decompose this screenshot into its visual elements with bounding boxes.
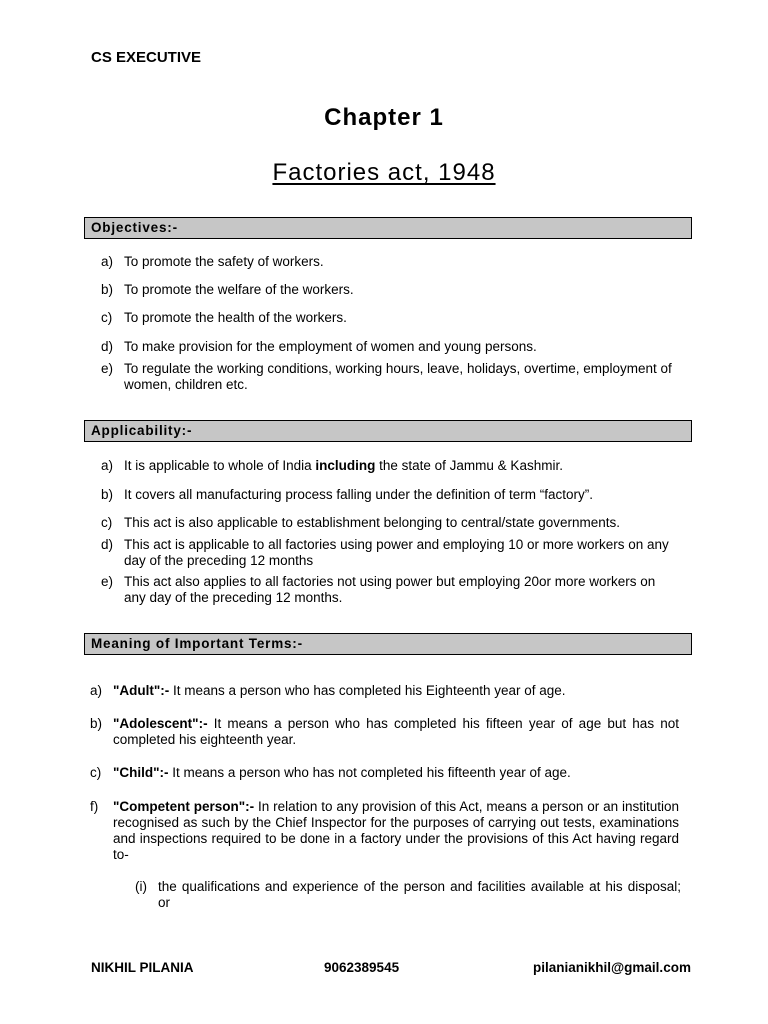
list-item <box>90 799 680 865</box>
list-text: It covers all manufacturing process falling under the definition of term “factory”. <box>124 487 593 502</box>
list-text: To make provision for the employment of women and young persons. <box>124 339 537 354</box>
list-marker: c) <box>90 765 102 780</box>
list-text: To promote the health of the workers. <box>124 310 347 325</box>
term-label: "Adolescent":- <box>113 716 208 731</box>
applicability-heading: Applicability:- <box>84 420 692 442</box>
emphasis-text: including <box>315 458 376 473</box>
list-marker: c) <box>101 310 113 325</box>
list-marker: c) <box>101 515 113 530</box>
term-label: "Competent person":- <box>113 799 255 814</box>
footer-name: NIKHIL PILANIA <box>91 960 194 975</box>
list-marker: a) <box>101 458 114 473</box>
list-marker: b) <box>101 282 114 297</box>
list-marker: d) <box>101 537 114 552</box>
terms-heading: Meaning of Important Terms:- <box>84 633 692 655</box>
term-label: "Child":- <box>113 765 169 780</box>
act-title-text: Factories act, 1948 <box>272 159 496 186</box>
list-text: the qualifications and experience of the person and facilities available at his disposal; or <box>158 879 681 910</box>
list-marker: (i) <box>135 879 147 894</box>
list-item <box>90 765 680 783</box>
list-marker: b) <box>101 487 114 502</box>
list-text <box>113 683 679 699</box>
list-text <box>124 458 679 474</box>
term-definition: It means a person who has not completed his fifteenth year of age. <box>168 765 571 780</box>
list-item <box>101 487 681 505</box>
list-text <box>113 799 679 863</box>
sub-list-item <box>135 879 680 913</box>
term-label: "Adult":- <box>113 683 170 698</box>
chapter-title: Chapter 1 <box>324 104 444 131</box>
list-text <box>113 765 679 781</box>
list-marker: e) <box>101 574 114 589</box>
list-text: To promote the welfare of the workers. <box>124 282 354 297</box>
list-marker: e) <box>101 361 114 376</box>
list-item <box>101 515 681 533</box>
text-run: It is applicable to whole of India <box>124 458 316 473</box>
text-run: the state of Jammu & Kashmir. <box>375 458 563 473</box>
footer-phone: 9062389545 <box>324 960 400 975</box>
objectives-heading: Objectives:- <box>84 217 692 239</box>
term-definition: In relation to any provision of this Act, means a person or an institution recognised as such by the Chief Inspector for the purposes of carrying out tests, examinations and inspections required to be done in a factory under the provisions of this Act having regard to- <box>113 799 679 862</box>
list-text: This act also applies to all factories not using power but employing 20or more workers on any day of the preceding 12 months. <box>124 574 656 605</box>
footer-email: pilanianikhil@gmail.com <box>533 960 691 975</box>
list-item <box>90 683 680 701</box>
term-definition: It means a person who has completed his Eighteenth year of age. <box>169 683 566 698</box>
list-item <box>90 716 680 750</box>
list-item <box>101 458 681 476</box>
list-item <box>101 361 681 395</box>
list-marker: d) <box>101 339 114 354</box>
list-item <box>101 310 681 328</box>
list-marker: f) <box>90 799 99 814</box>
list-marker: b) <box>90 716 103 731</box>
list-text <box>113 716 679 748</box>
list-item <box>101 537 681 571</box>
list-text: To regulate the working conditions, working hours, leave, holidays, overtime, employment of women, children etc. <box>124 361 672 392</box>
list-marker: a) <box>101 254 114 269</box>
list-marker: a) <box>90 683 103 698</box>
list-item <box>101 574 681 608</box>
list-item <box>101 254 681 272</box>
list-text: To promote the safety of workers. <box>124 254 324 269</box>
act-title <box>0 159 768 187</box>
list-item <box>101 339 681 357</box>
list-text: This act is also applicable to establishment belonging to central/state governments. <box>124 515 621 530</box>
header-label: CS EXECUTIVE <box>91 49 202 66</box>
list-item <box>101 282 681 300</box>
term-definition: It means a person who has completed his fifteen year of age but has not completed his eighteenth year. <box>113 716 679 747</box>
list-text: This act is applicable to all factories using power and employing 10 or more workers on any day of the preceding 12 months <box>124 537 669 568</box>
